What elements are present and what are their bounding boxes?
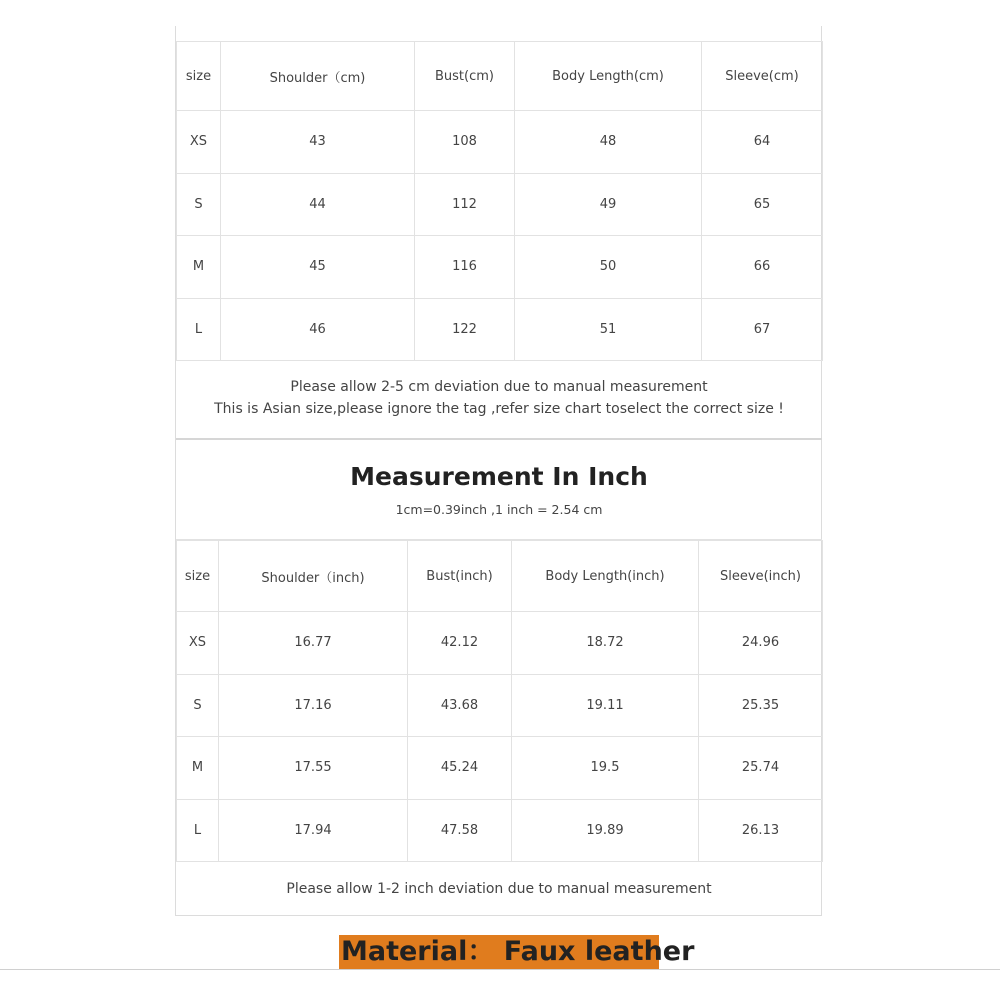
header-cell: size [177,42,221,111]
inch-size-table [176,540,823,862]
table-cell: 66 [702,236,823,299]
table-cell: 24.96 [699,612,823,675]
table-cell: 51 [515,298,702,361]
header-cell: Shoulder（cm) [221,42,415,111]
table-cell: 42.12 [408,612,512,675]
table-cell: 108 [415,111,515,174]
size-cell: L [177,799,219,862]
table-cell: 67 [702,298,823,361]
table-cell: 25.35 [699,674,823,737]
table-cell: 19.11 [512,674,699,737]
table-cell: 45.24 [408,737,512,800]
table-cell: 43 [221,111,415,174]
size-cell: L [177,298,221,361]
table-header-row [177,541,823,612]
table-row [177,236,823,299]
inch-deviation-note: Please allow 1-2 inch deviation due to manual measurement [176,861,822,916]
header-cell: Body Length(cm) [515,42,702,111]
conversion-note: 1cm=0.39inch ,1 inch = 2.54 cm [395,502,603,517]
table-row [177,674,823,737]
header-cell: Bust(cm) [415,42,515,111]
table-row [177,111,823,174]
size-cell: XS [177,612,219,675]
table-cell: 47.58 [408,799,512,862]
table-cell: 50 [515,236,702,299]
table-cell: 112 [415,173,515,236]
asian-size-note: This is Asian size,please ignore the tag ,refer size chart toselect the correct size ! [214,401,784,417]
table-cell: 16.77 [219,612,408,675]
size-cell: S [177,674,219,737]
table-cell: 17.16 [219,674,408,737]
header-cell: Body Length(inch) [512,541,699,612]
table-row [177,173,823,236]
table-cell: 48 [515,111,702,174]
header-cell: Bust(inch) [408,541,512,612]
size-cell: M [177,236,221,299]
table-row [177,799,823,862]
table-cell: 65 [702,173,823,236]
table-cell: 18.72 [512,612,699,675]
table-cell: 44 [221,173,415,236]
header-cell: size [177,541,219,612]
header-cell: Sleeve(cm) [702,42,823,111]
table-cell: 19.5 [512,737,699,800]
inch-section-header [176,440,822,540]
cm-deviation-note [176,360,822,440]
table-row [177,612,823,675]
table-cell: 26.13 [699,799,823,862]
cm-size-table [176,41,823,361]
table-cell: 17.55 [219,737,408,800]
table-cell: 19.89 [512,799,699,862]
table-cell: 49 [515,173,702,236]
material-label: Material： Faux leather [341,936,695,967]
bottom-divider [0,969,1000,970]
cm-deviation-line: Please allow 2-5 cm deviation due to manual measurement [290,379,708,395]
table-row [177,298,823,361]
table-cell: 25.74 [699,737,823,800]
header-cell: Shoulder（inch) [219,541,408,612]
header-cell: Sleeve(inch) [699,541,823,612]
size-cell: S [177,173,221,236]
inch-section-title: Measurement In Inch [350,462,648,491]
table-header-row [177,42,823,111]
table-cell: 64 [702,111,823,174]
table-cell: 46 [221,298,415,361]
table-cell: 116 [415,236,515,299]
table-cell: 17.94 [219,799,408,862]
size-cell: XS [177,111,221,174]
table-cell: 122 [415,298,515,361]
size-chart-sheet [175,26,822,916]
table-cell: 43.68 [408,674,512,737]
size-cell: M [177,737,219,800]
table-row [177,737,823,800]
table-cell: 45 [221,236,415,299]
